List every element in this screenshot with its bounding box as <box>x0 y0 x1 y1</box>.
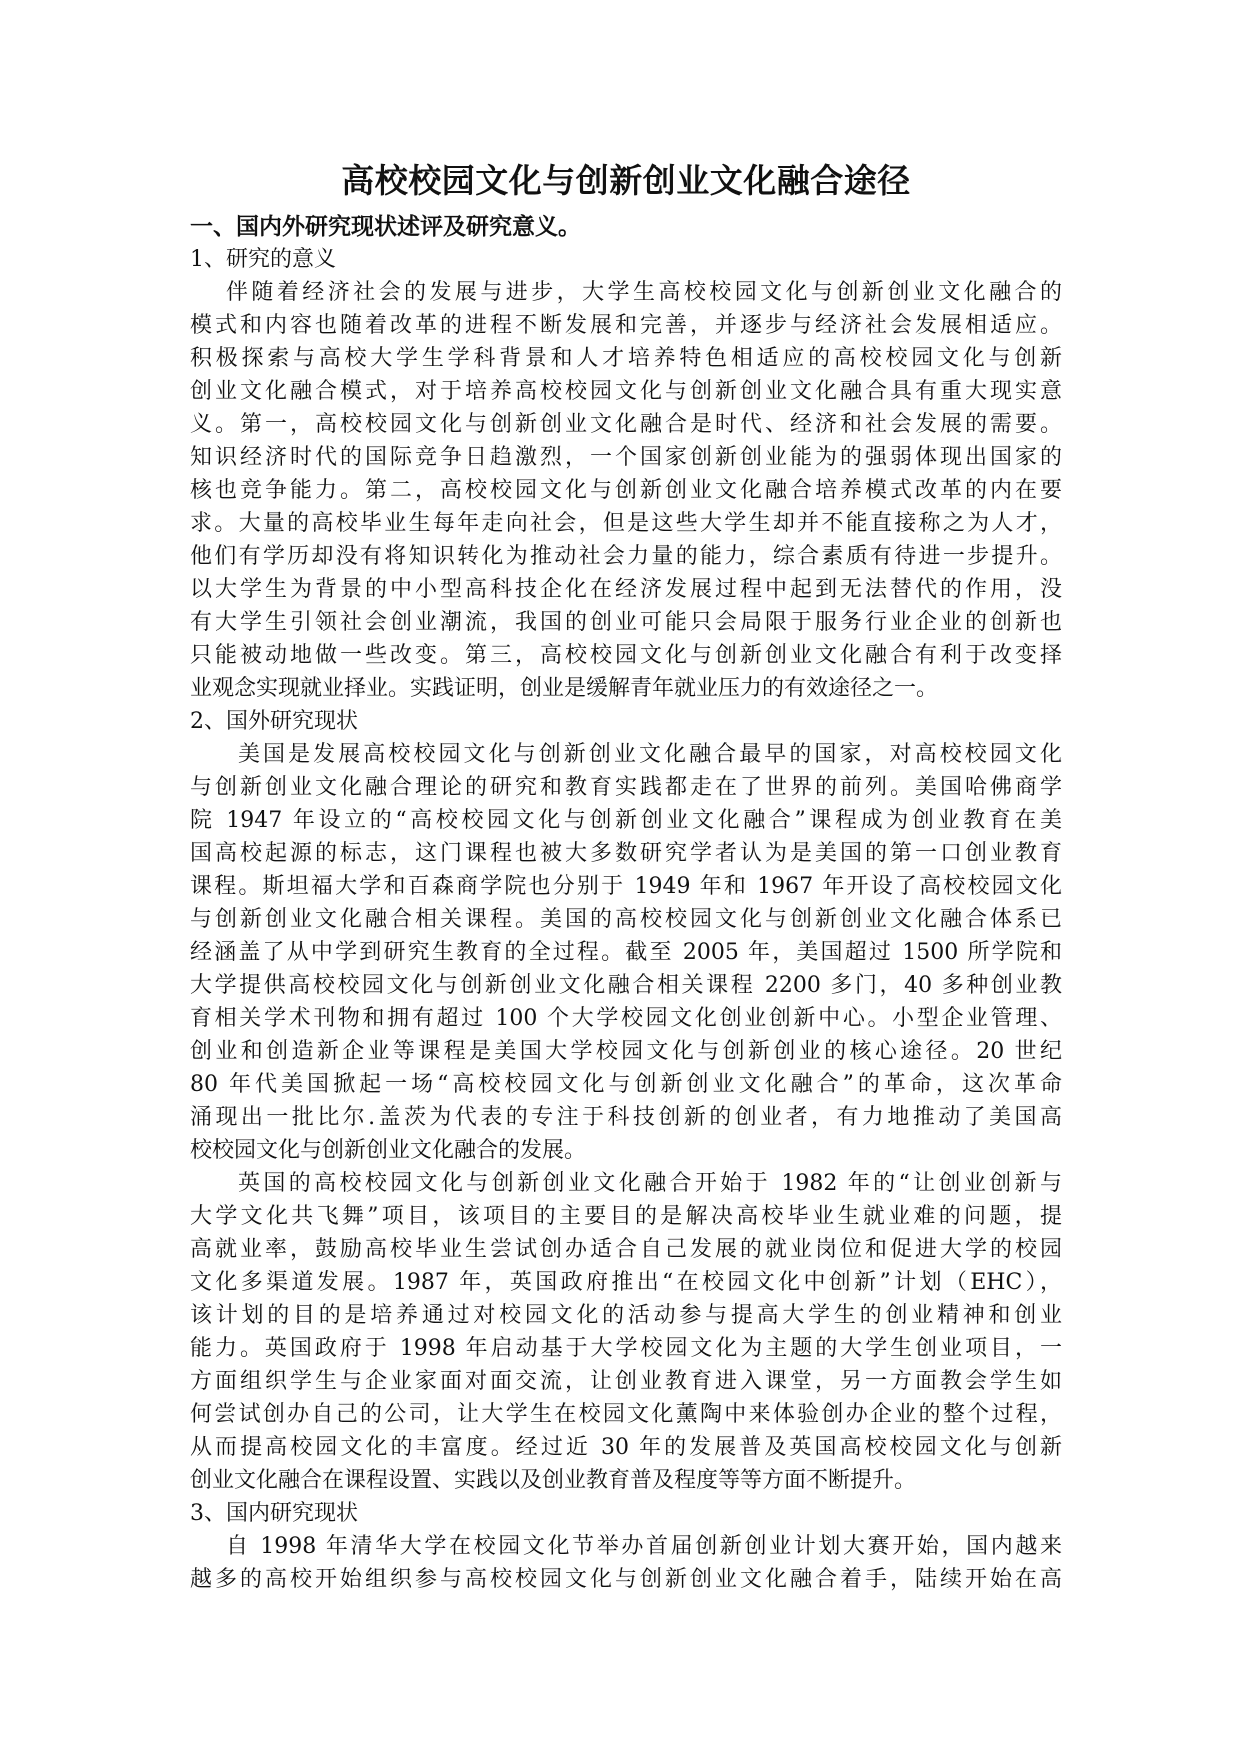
text-line: 高就业率，鼓励高校毕业生尝试创办适合自己发展的就业岗位和促进大学的校园 <box>190 1237 1062 1262</box>
text-line: 国高校起源的标志，这门课程也被大多数研究学者认为是美国的第一口创业教育 <box>190 841 1062 866</box>
text-line: 有大学生引领社会创业潮流，我国的创业可能只会局限于服务行业企业的创新也 <box>190 610 1062 635</box>
text-line: 越多的高校开始组织参与高校校园文化与创新创业文化融合着手，陆续开始在高 <box>190 1567 1062 1592</box>
text-line: 创业和创造新企业等课程是美国大学校园文化与创新创业的核心途径。20 世纪 <box>190 1039 1062 1064</box>
text-line: 创业文化融合模式，对于培养高校校园文化与创新创业文化融合具有重大现实意 <box>190 379 1062 404</box>
text-line: 英国的高校校园文化与创新创业文化融合开始于 1982 年的“让创业创新与 <box>238 1171 1062 1196</box>
text-line: 育相关学术刊物和拥有超过 100 个大学校园文化创业创新中心。小型企业管理、 <box>190 1006 1062 1031</box>
text-line: 课程。斯坦福大学和百森商学院也分别于 1949 年和 1967 年开设了高校校园文化 <box>190 874 1062 899</box>
paragraph-usa <box>190 738 1062 1167</box>
text-line: 伴随着经济社会的发展与进步，大学生高校校园文化与创新创业文化融合的 <box>226 280 1062 305</box>
text-line: 积极探索与高校大学生学科背景和人才培养特色相适应的高校校园文化与创新 <box>190 346 1062 371</box>
text-line: 涌现出一批比尔.盖茨为代表的专注于科技创新的创业者，有力地推动了美国高 <box>190 1105 1062 1130</box>
subsection-heading-foreign-research: 2、国外研究现状 <box>190 709 358 734</box>
document-page <box>190 160 1062 1596</box>
text-line: 与创新创业文化融合相关课程。美国的高校校园文化与创新创业文化融合体系已 <box>190 907 1062 932</box>
text-line: 80 年代美国掀起一场“高校校园文化与创新创业文化融合”的革命，这次革命 <box>190 1072 1062 1097</box>
text-line: 求。大量的高校毕业生每年走向社会，但是这些大学生却并不能直接称之为人才， <box>190 511 1062 536</box>
text-line: 美国是发展高校校园文化与创新创业文化融合最早的国家，对高校校园文化 <box>238 742 1062 767</box>
text-line: 与创新创业文化融合理论的研究和教育实践都走在了世界的前列。美国哈佛商学 <box>190 775 1062 800</box>
text-line: 创业文化融合在课程设置、实践以及创业教育普及程度等等方面不断提升。 <box>190 1468 917 1493</box>
paragraph-domestic <box>190 1530 1062 1596</box>
text-line: 该计划的目的是培养通过对校园文化的活动参与提高大学生的创业精神和创业 <box>190 1303 1062 1328</box>
text-line: 义。第一，高校校园文化与创新创业文化融合是时代、经济和社会发展的需要。 <box>190 412 1062 437</box>
paragraph-significance <box>190 276 1062 705</box>
text-line: 他们有学历却没有将知识转化为推动社会力量的能力，综合素质有待进一步提升。 <box>190 544 1062 569</box>
text-line: 知识经济时代的国际竞争日趋激烈，一个国家创新创业能为的强弱体现出国家的 <box>190 445 1062 470</box>
text-line: 大学文化共飞舞”项目，该项目的主要目的是解决高校毕业生就业难的问题，提 <box>190 1204 1062 1229</box>
section-heading: 一、国内外研究现状述评及研究意义。 <box>190 213 581 240</box>
text-line: 业观念实现就业择业。实践证明，创业是缓解青年就业压力的有效途径之一。 <box>190 676 939 701</box>
text-line: 大学提供高校校园文化与创新创业文化融合相关课程 2200 多门，40 多种创业教 <box>190 973 1062 998</box>
text-line: 模式和内容也随着改革的进程不断发展和完善，并逐步与经济社会发展相适应。 <box>190 313 1062 338</box>
text-line: 文化多渠道发展。1987 年，英国政府推出“在校园文化中创新”计划（EHC）， <box>190 1270 1062 1295</box>
text-line: 从而提高校园文化的丰富度。经过近 30 年的发展普及英国高校校园文化与创新 <box>190 1435 1062 1460</box>
paragraph-uk <box>190 1167 1062 1497</box>
subsection-heading-significance: 1、研究的意义 <box>190 247 336 272</box>
text-line: 核也竞争能力。第二，高校校园文化与创新创业文化融合培养模式改革的内在要 <box>190 478 1062 503</box>
text-line: 以大学生为背景的中小型高科技企化在经济发展过程中起到无法替代的作用，没 <box>190 577 1062 602</box>
text-line: 自 1998 年清华大学在校园文化节举办首届创新创业计划大赛开始，国内越来 <box>226 1534 1062 1559</box>
text-line: 经涵盖了从中学到研究生教育的全过程。截至 2005 年，美国超过 1500 所学院和 <box>190 940 1062 965</box>
subsection-heading-domestic-research: 3、国内研究现状 <box>190 1501 358 1526</box>
text-line: 何尝试创办自己的公司，让大学生在校园文化薰陶中来体验创办企业的整个过程， <box>190 1402 1062 1427</box>
text-line: 只能被动地做一些改变。第三，高校校园文化与创新创业文化融合有利于改变择 <box>190 643 1062 668</box>
text-line: 校校园文化与创新创业文化融合的发展。 <box>190 1138 587 1163</box>
text-line: 能力。英国政府于 1998 年启动基于大学校园文化为主题的大学生创业项目，一 <box>190 1336 1062 1361</box>
document-title: 高校校园文化与创新创业文化融合途径 <box>341 161 911 200</box>
text-line: 方面组织学生与企业家面对面交流，让创业教育进入课堂，另一方面教会学生如 <box>190 1369 1062 1394</box>
text-line: 院 1947 年设立的“高校校园文化与创新创业文化融合”课程成为创业教育在美 <box>190 808 1062 833</box>
